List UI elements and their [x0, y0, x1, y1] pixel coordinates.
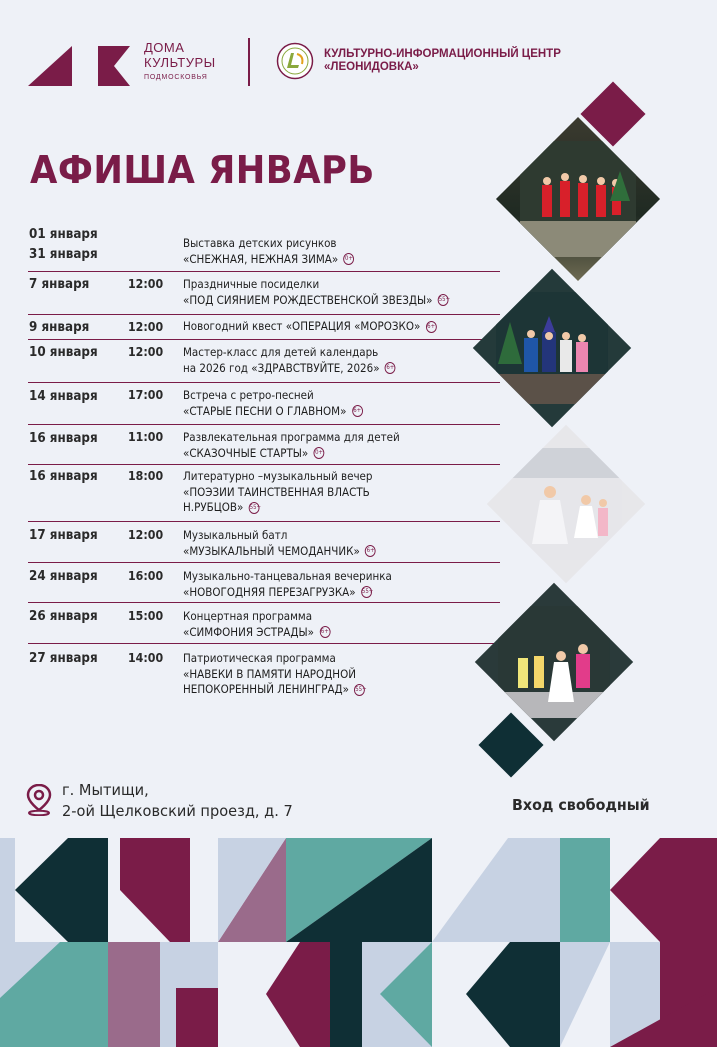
event-line: Мастер-класс для детей календарь	[183, 345, 379, 359]
event-date: 17 января	[29, 528, 98, 543]
leonidovka-logo-icon	[276, 42, 314, 80]
event-line: «СИМФОНИЯ ЭСТРАДЫ»	[183, 624, 314, 639]
event-line: Патриотическая программа	[183, 651, 336, 665]
event-line: Концертная программа	[183, 609, 313, 623]
event-description	[183, 345, 396, 376]
age-badge: 6+	[426, 321, 437, 333]
event-photo-fairytale	[473, 269, 631, 427]
dancers-red-illustration	[520, 141, 636, 257]
address-line2: 2-ой Щелковский проезд, д. 7	[62, 802, 293, 820]
event-photo-concert	[475, 583, 633, 741]
dk-brand-line1: ДОМА	[144, 40, 185, 55]
event-time: 18:00	[128, 469, 164, 483]
event-row	[28, 603, 500, 644]
event-line: Праздничные посиделки	[183, 277, 320, 291]
event-date: 24 января	[29, 569, 98, 584]
event-description	[183, 528, 376, 559]
event-line: Литературно –музыкальный вечер	[183, 469, 373, 483]
event-row	[28, 315, 500, 340]
age-badge: 55+	[249, 502, 260, 514]
event-line: «МУЗЫКАЛЬНЫЙ ЧЕМОДАНЧИК»	[183, 543, 360, 558]
event-line: Развлекательная программа для детей	[183, 430, 400, 444]
event-description	[183, 651, 365, 698]
footer-geometric-pattern	[0, 838, 717, 1047]
dk-brand-sub: ПОДМОСКОВЬЯ	[144, 74, 208, 81]
event-time: 12:00	[128, 528, 164, 542]
event-date: 01 января	[29, 227, 98, 242]
event-description	[183, 319, 437, 335]
event-row	[28, 522, 500, 563]
age-badge: 6+	[385, 362, 396, 374]
age-badge: 6+	[319, 626, 330, 638]
age-badge: 6+	[365, 545, 376, 557]
page-title: АФИША ЯНВАРЬ	[30, 148, 375, 192]
girls-dance-illustration	[510, 448, 622, 560]
event-description	[183, 277, 449, 308]
event-time: 15:00	[128, 609, 164, 623]
event-line: «НОВОГОДНЯЯ ПЕРЕЗАГРУЗКА»	[183, 584, 356, 599]
age-badge: 0+	[344, 253, 355, 265]
free-entry-label: Вход свободный	[512, 796, 650, 814]
header-divider	[248, 38, 250, 86]
teal-square-decor	[478, 712, 543, 777]
dk-brand-line2: КУЛЬТУРЫ	[144, 55, 216, 70]
photo-collage	[470, 86, 717, 786]
event-description	[183, 569, 392, 600]
event-time: 16:00	[128, 569, 164, 583]
event-line: «СКАЗОЧНЫЕ СТАРТЫ»	[183, 445, 309, 460]
event-time: 12:00	[128, 345, 164, 359]
event-time: 12:00	[128, 320, 164, 334]
age-badge: 55+	[438, 294, 449, 306]
event-line: «СНЕЖНАЯ, НЕЖНАЯ ЗИМА»	[183, 251, 339, 266]
event-row	[28, 383, 500, 425]
event-date: 10 января	[29, 345, 98, 360]
event-row	[28, 425, 500, 465]
map-pin-icon	[26, 784, 52, 816]
event-row	[28, 563, 500, 603]
event-description	[183, 469, 373, 516]
event-date: 16 января	[29, 469, 98, 484]
age-badge: 55+	[354, 684, 365, 696]
event-schedule	[28, 226, 500, 704]
dk-brand	[144, 40, 216, 70]
event-line: «НАВЕКИ В ПАМЯТИ НАРОДНОЙ	[183, 666, 356, 681]
event-description	[183, 609, 330, 640]
kic-name-line2: «ЛЕОНИДОВКА»	[324, 61, 419, 73]
event-photo-dancers-red	[496, 117, 660, 281]
event-description	[183, 388, 363, 419]
event-date: 7 января	[29, 277, 90, 292]
event-time: 14:00	[128, 651, 164, 665]
event-time: 11:00	[128, 430, 164, 444]
event-date: 27 января	[29, 651, 98, 666]
age-badge: 55+	[361, 586, 372, 598]
concert-illustration	[498, 606, 610, 718]
event-row	[28, 465, 500, 522]
event-date: 14 января	[29, 389, 98, 404]
event-line: Музыкально-танцевальная вечеринка	[183, 569, 392, 583]
event-line: на 2026 год «ЗДРАВСТВУЙТЕ, 2026»	[183, 360, 380, 375]
event-date: 26 января	[29, 609, 98, 624]
event-time: 12:00	[128, 277, 164, 291]
event-line: Н.РУБЦОВ»	[183, 500, 244, 514]
event-date: 16 января	[29, 431, 98, 446]
event-date-end: 31 января	[29, 247, 98, 262]
event-description	[183, 236, 354, 267]
age-badge: 0+	[314, 447, 325, 459]
event-line: «ПОД СИЯНИЕМ РОЖДЕСТВЕНСКОЙ ЗВЕЗДЫ»	[183, 292, 433, 307]
event-line: Музыкальный батл	[183, 528, 288, 542]
event-row	[28, 340, 500, 383]
kic-name	[324, 48, 561, 74]
event-row	[28, 226, 500, 272]
kic-name-line1: КУЛЬТУРНО-ИНФОРМАЦИОННЫЙ ЦЕНТР	[324, 48, 561, 60]
age-badge: 6+	[352, 405, 363, 417]
event-line: Новогодний квест «ОПЕРАЦИЯ «МОРОЗКО»	[183, 319, 421, 333]
event-date: 9 января	[29, 320, 90, 335]
event-photo-girls-dance	[487, 425, 645, 583]
address-text	[62, 780, 382, 822]
event-description	[183, 430, 400, 461]
header	[28, 36, 588, 88]
doma-kultury-logo-icon	[28, 40, 130, 86]
event-line: «СТАРЫЕ ПЕСНИ О ГЛАВНОМ»	[183, 403, 347, 418]
address-line1: г. Мытищи,	[62, 781, 149, 799]
event-line: НЕПОКОРЕННЫЙ ЛЕНИНГРАД»	[183, 682, 349, 696]
fairytale-illustration	[496, 292, 608, 404]
event-row	[28, 272, 500, 315]
event-row	[28, 644, 500, 704]
event-time: 17:00	[128, 388, 164, 402]
event-line: «ПОЭЗИИ ТАИНСТВЕННАЯ ВЛАСТЬ	[183, 484, 370, 499]
event-line: Выставка детских рисунков	[183, 236, 337, 250]
event-line: Встреча с ретро-песней	[183, 388, 314, 402]
